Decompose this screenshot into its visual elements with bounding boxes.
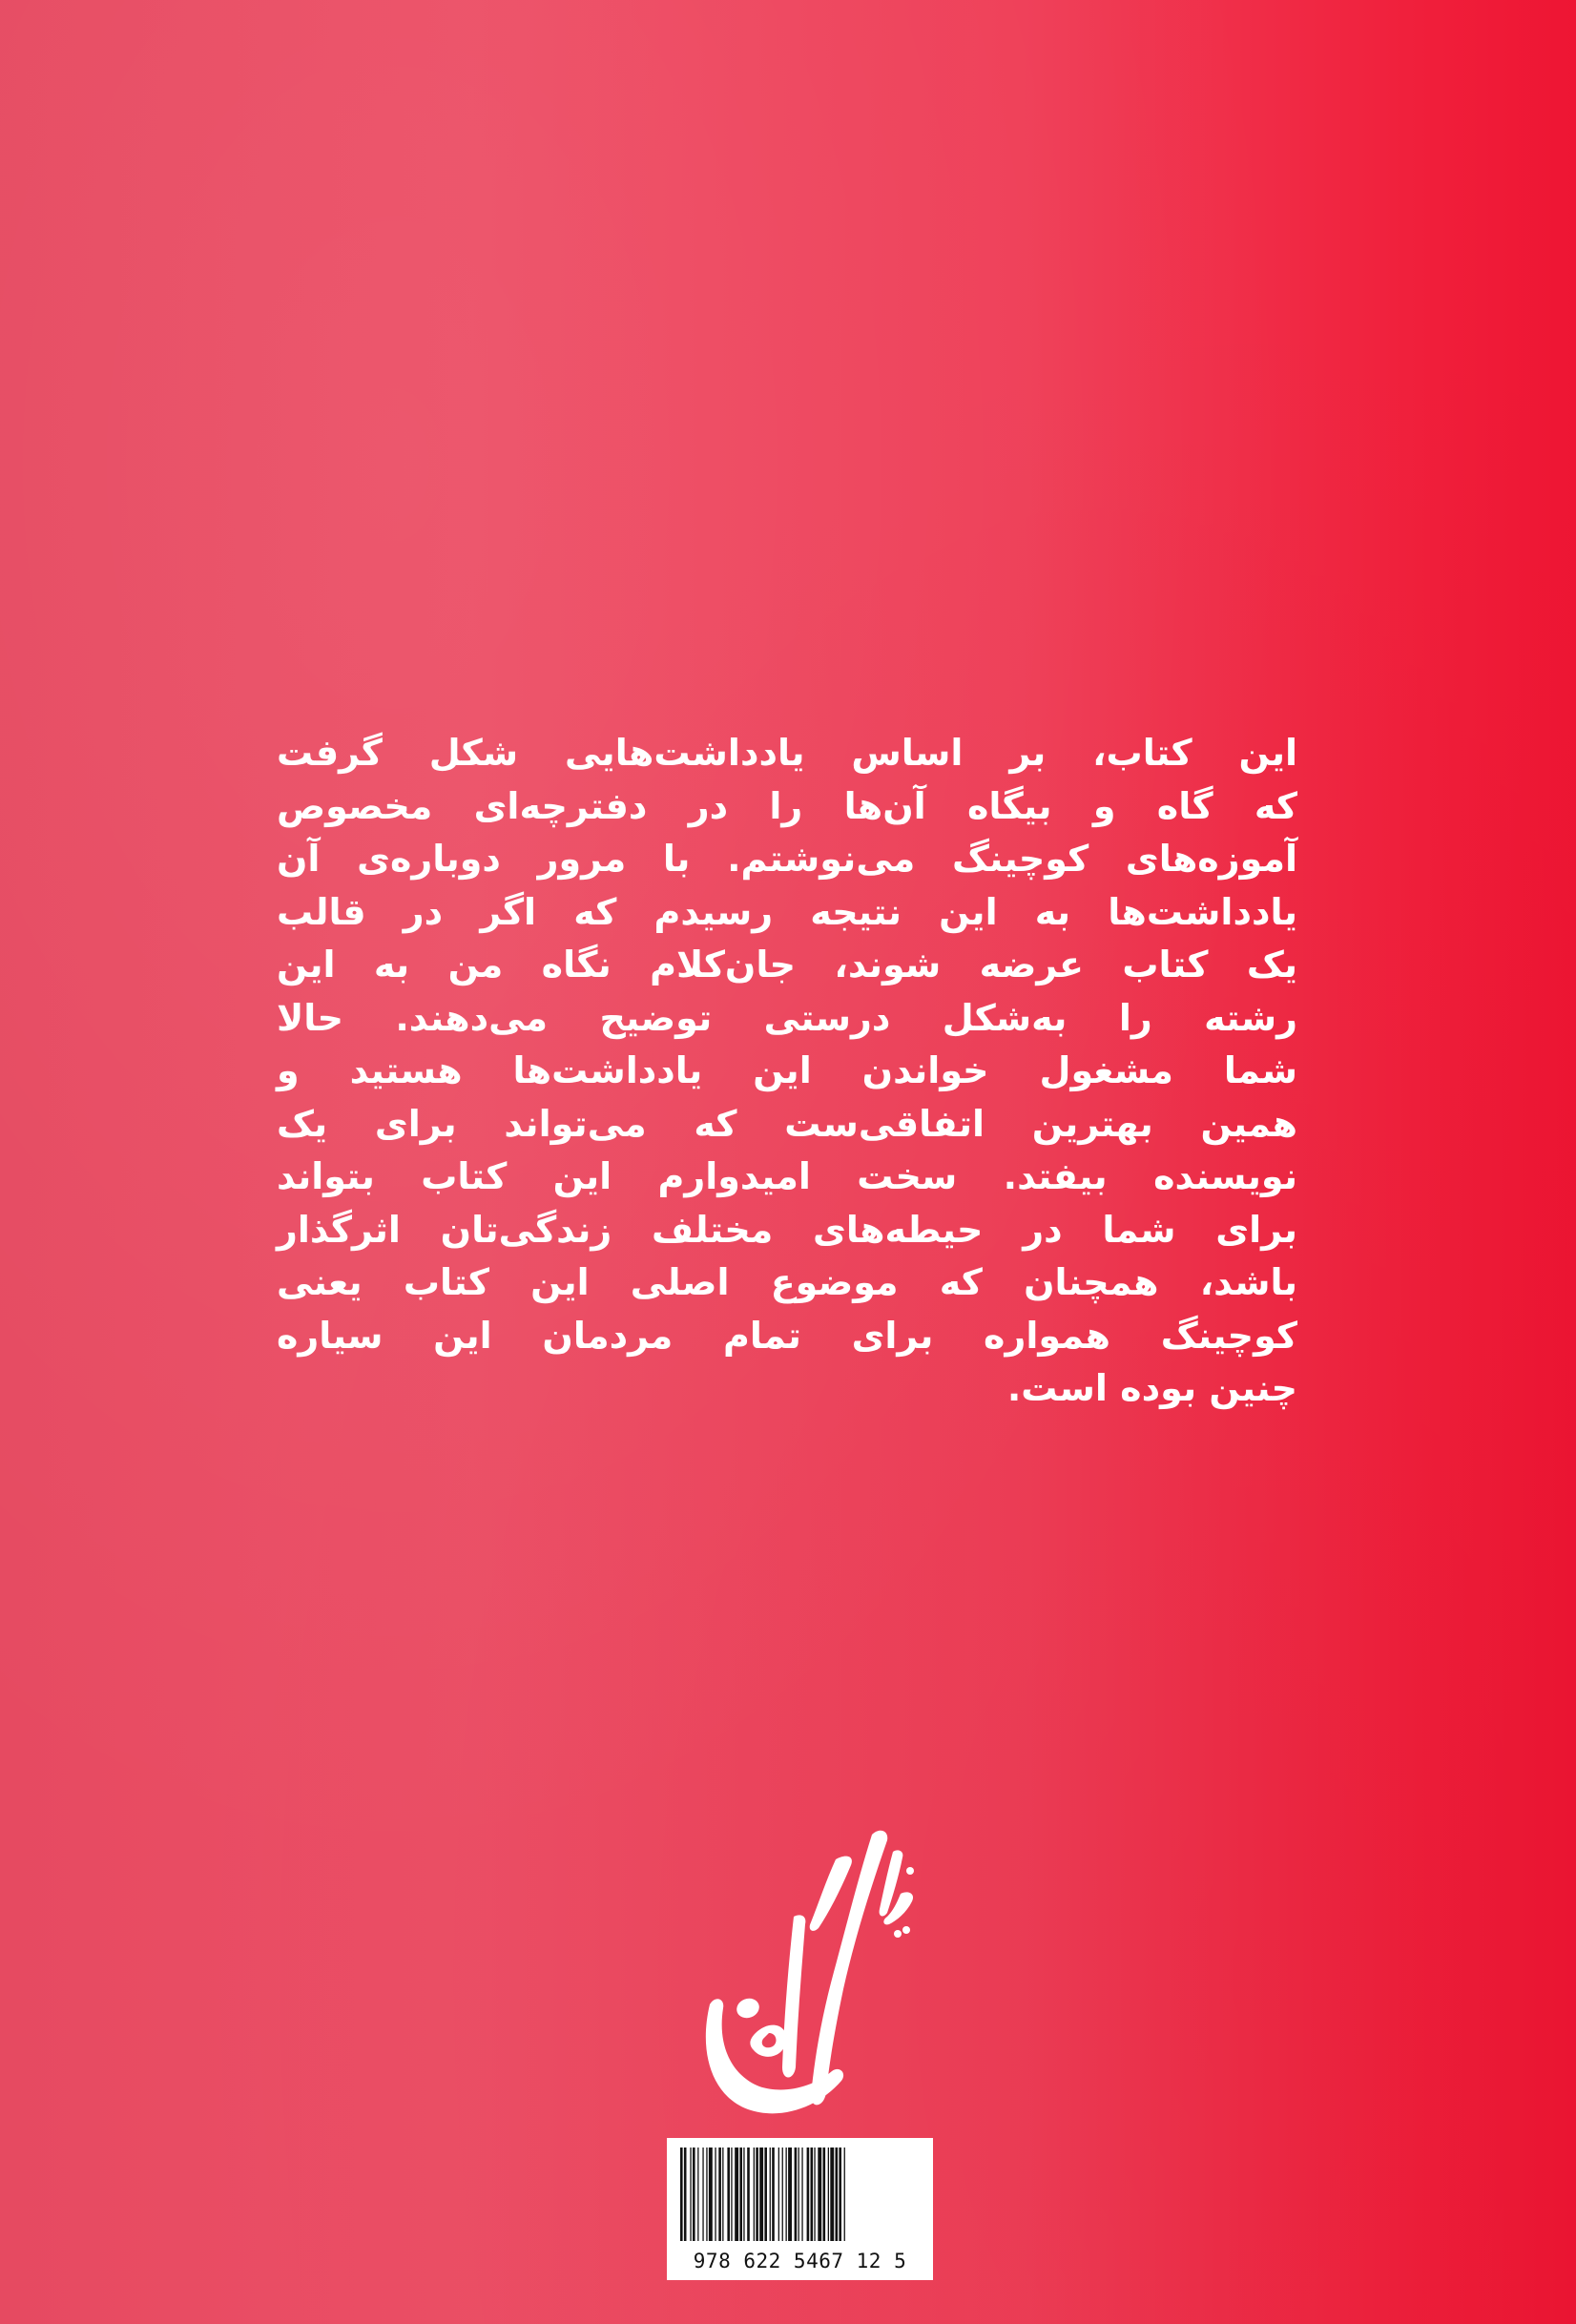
back-cover-blurb (277, 727, 1297, 1416)
barcode-bar (782, 2148, 783, 2241)
blurb-line: این کتاب، بر اساس یادداشت‌هایی شکل گرفت (277, 732, 1297, 774)
barcode-bar (836, 2148, 839, 2241)
isbn-number: 978 622 5467 12 5 (693, 2250, 907, 2272)
blurb-line: یک کتاب عرضه شوند، جان‌کلام نگاه من به این (277, 944, 1297, 986)
barcode-bar (739, 2148, 742, 2241)
barcode-bar (778, 2148, 779, 2241)
barcode-bar (844, 2148, 845, 2241)
barcode-bar (814, 2148, 815, 2241)
barcode-bar (798, 2148, 799, 2241)
barcode-bar (697, 2148, 698, 2241)
barcode-bar (709, 2148, 713, 2241)
blurb-line: برای شما در حیطه‌های مختلف زندگی‌تان اثرگذار (277, 1208, 1297, 1251)
blurb-line: کوچینگ همواره برای تمام مردمان این سیاره (277, 1314, 1297, 1357)
barcode-bar (735, 2148, 738, 2241)
publisher-logo (668, 1817, 925, 2142)
isbn-barcode (667, 2138, 933, 2280)
barcode-bar (702, 2148, 703, 2241)
blurb-line: رشته را به‌شکل درستی توضیح می‌دهند. حالا (277, 996, 1297, 1039)
barcode-bar (722, 2148, 723, 2241)
blurb-line: نویسنده بیفتد. سخت امیدوارم این کتاب بتواند (277, 1155, 1297, 1197)
barcode-bar (830, 2148, 834, 2241)
barcode-bar (770, 2148, 771, 2241)
blurb-line: که گاه و بیگاه آن‌ها را در دفترچه‌ای مخصوص (277, 784, 1297, 827)
barcode-bar (786, 2148, 787, 2241)
barcode-bar (818, 2148, 821, 2241)
barcode-bar (727, 2148, 730, 2241)
barcode-bar (731, 2148, 732, 2241)
blurb-line: آموزه‌های کوچینگ می‌نوشتم. با مرور دوباره‌ی آن (277, 838, 1297, 880)
barcode-bar (807, 2148, 810, 2241)
barcode-bar (828, 2148, 829, 2241)
barcode-bar (743, 2148, 744, 2241)
barcode-bars-icon (678, 2148, 922, 2243)
barcode-bar (764, 2148, 767, 2241)
barcode-bar (754, 2148, 755, 2241)
barcode-bar (839, 2148, 841, 2241)
barcode-bar (747, 2148, 750, 2241)
barcode-bar (693, 2148, 695, 2241)
blurb-line: چنین بوده است. (1006, 1367, 1297, 1409)
blurb-line: شما مشغول خواندن این یادداشت‌ها هستید و (277, 1049, 1297, 1091)
barcode-bar (795, 2148, 798, 2241)
barcode-bar (690, 2148, 691, 2241)
barcode-bar (759, 2148, 763, 2241)
barcode-bar (801, 2148, 802, 2241)
barcode-bar (788, 2148, 792, 2241)
negah-publisher-logo-icon (668, 1817, 925, 2142)
barcode-bar (811, 2148, 814, 2241)
blurb-line: یادداشت‌ها به این نتیجه رسیدم که اگر در قالب (277, 890, 1297, 933)
barcode-bar (718, 2148, 721, 2241)
barcode-bar (684, 2148, 687, 2241)
barcode-bar (823, 2148, 826, 2241)
barcode-bar (756, 2148, 758, 2241)
barcode-bar (680, 2148, 683, 2241)
blurb-line: همین بهترین اتفاقی‌ست که می‌تواند برای یک (277, 1102, 1297, 1145)
blurb-line: باشد، همچنان که موضوع اصلی این کتاب یعنی (277, 1261, 1297, 1303)
barcode-bar (772, 2148, 775, 2241)
barcode-bar (706, 2148, 707, 2241)
